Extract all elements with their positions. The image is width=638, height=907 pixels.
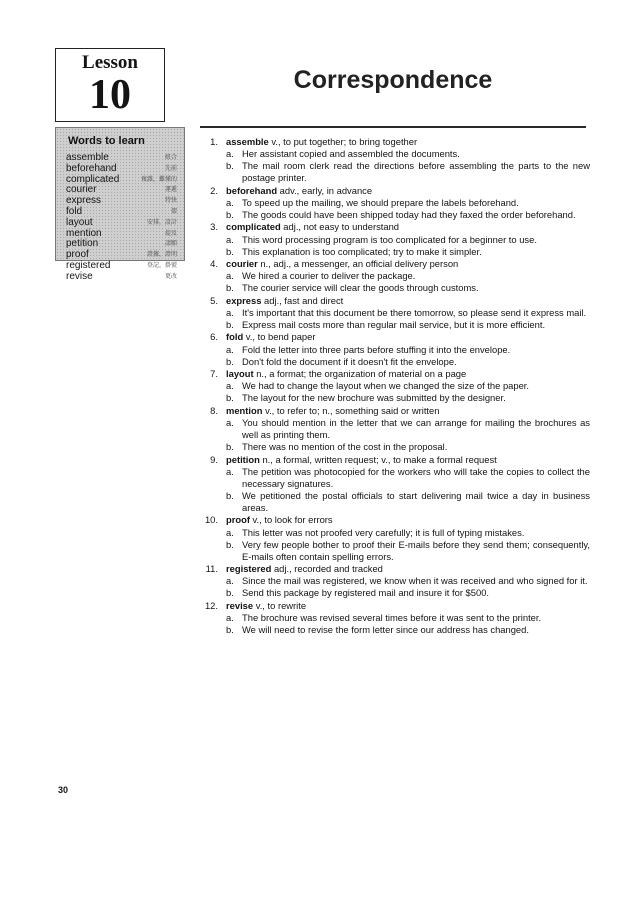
example-text: You should mention in the letter that we can arrange for mailing the brochures as well as printing them. <box>242 416 590 440</box>
example-letter: b. <box>226 208 234 220</box>
example-sentence <box>226 539 590 563</box>
entry-number: 9. <box>210 453 218 465</box>
example-letter: b. <box>226 318 234 330</box>
sidebar-word: express <box>66 195 102 207</box>
entry-term: assemble <box>226 136 269 147</box>
sidebar-translation: 特快 <box>164 197 177 205</box>
sidebar-word-item <box>56 164 184 175</box>
vocab-entry <box>204 600 590 636</box>
entry-definition: adj., fast and direct <box>261 294 344 306</box>
example-letter: a. <box>226 526 234 538</box>
example-sentence <box>226 344 590 356</box>
vocab-entry <box>204 563 590 599</box>
entry-term: layout <box>226 368 254 380</box>
example-letter: a. <box>226 196 234 208</box>
sidebar-word: revise <box>66 270 93 282</box>
example-text: The layout for the new brochure was submitted by the designer. <box>242 392 506 404</box>
example-letter: a. <box>226 416 234 428</box>
example-sentence <box>226 197 590 209</box>
example-letter: b. <box>226 587 234 599</box>
sidebar-word: mention <box>66 227 102 239</box>
example-list <box>226 380 590 404</box>
entry-number: 5. <box>210 294 218 306</box>
vocab-entry <box>204 295 590 331</box>
example-text: Very few people bother to proof their E-mails before they send them; consequently, E-mails often contain spelling errors. <box>242 538 590 562</box>
example-list <box>226 417 590 453</box>
sidebar-word-item <box>56 272 184 283</box>
lesson-label: Lesson <box>82 52 138 73</box>
sidebar-translation: 摺 <box>170 207 177 215</box>
entry-number: 12. <box>204 599 218 611</box>
example-text: There was no mention of the cost in the proposal. <box>242 441 448 453</box>
example-list <box>226 575 590 599</box>
entry-number: 7. <box>210 368 218 380</box>
entry-definition: v., to bend paper <box>243 331 316 343</box>
sidebar-word: proof <box>66 249 89 261</box>
example-sentence <box>226 490 590 514</box>
vocab-entry <box>204 258 590 294</box>
example-letter: b. <box>226 245 234 257</box>
words-to-learn-list <box>56 153 184 283</box>
example-letter: a. <box>226 343 234 355</box>
example-sentence <box>226 392 590 404</box>
entry-term: mention <box>226 404 263 416</box>
entry-number: 4. <box>210 258 218 270</box>
example-text: Don't fold the document if it doesn't fit the envelope. <box>242 355 457 367</box>
sidebar-word: fold <box>66 205 83 217</box>
example-text: The goods could have been shipped today had they faxed the order beforehand. <box>242 208 576 220</box>
sidebar-translation: 請願 <box>164 240 177 248</box>
example-text: The courier service will clear the goods through customs. <box>242 282 479 294</box>
entry-number: 6. <box>210 331 218 343</box>
vocab-entry <box>204 185 590 221</box>
sidebar-word: layout <box>66 216 93 228</box>
sidebar-word: courier <box>66 184 97 196</box>
example-sentence <box>226 575 590 587</box>
example-sentence <box>226 624 590 636</box>
example-letter: a. <box>226 233 234 245</box>
entry-term: beforehand <box>226 184 278 196</box>
example-sentence <box>226 466 590 490</box>
example-sentence <box>226 380 590 392</box>
sidebar-translation: 組合 <box>164 154 177 161</box>
sidebar-word: beforehand <box>66 162 117 174</box>
entry-definition: v., to rewrite <box>253 599 307 611</box>
page-title: Correspondence <box>293 66 493 94</box>
example-list <box>226 612 590 636</box>
vocab-entry <box>204 331 590 367</box>
sidebar-translation: 安排，設計 <box>146 218 177 226</box>
example-text: We hired a courier to deliver the package. <box>242 270 416 282</box>
example-letter: a. <box>226 575 234 587</box>
example-text: Since the mail was registered, we know when it was received and who signed for it. <box>242 575 588 587</box>
entry-definition: v., to refer to; n., something said or written <box>262 404 440 416</box>
vocabulary-list <box>204 136 590 637</box>
example-text: Her assistant copied and assembled the documents. <box>242 148 460 160</box>
example-list <box>226 234 590 258</box>
example-sentence <box>226 307 590 319</box>
sidebar-word: assemble <box>66 152 109 163</box>
example-sentence <box>226 148 590 160</box>
example-letter: b. <box>226 489 234 501</box>
example-text: This explanation is too complicated; try to make it simpler. <box>242 245 482 257</box>
example-sentence <box>226 612 590 624</box>
example-letter: b. <box>226 282 234 294</box>
example-letter: b. <box>226 624 234 636</box>
example-list <box>226 466 590 514</box>
example-text: This letter was not proofed very carefully; it is full of typing mistakes. <box>242 526 525 538</box>
example-text: Send this package by registered mail and insure it for $500. <box>242 587 490 599</box>
example-sentence <box>226 527 590 539</box>
entry-number: 10. <box>204 514 218 526</box>
example-letter: b. <box>226 538 234 550</box>
entry-number: 11. <box>205 563 218 575</box>
entry-definition: n., a format; the organization of material on a page <box>253 368 467 380</box>
sidebar-translation: 更改 <box>164 272 177 280</box>
sidebar-translation: 複雜，難懂的 <box>140 175 177 183</box>
entry-term: express <box>226 294 262 306</box>
vocab-entry <box>204 405 590 453</box>
example-text: It's important that this document be there tomorrow, so please send it express mail. <box>242 306 587 318</box>
vocab-entry <box>204 136 590 184</box>
entry-definition: v., to put together; to bring together <box>268 136 418 147</box>
entry-definition: adj., not easy to understand <box>280 221 400 233</box>
entry-number: 1. <box>210 136 218 147</box>
example-letter: a. <box>226 611 234 623</box>
example-sentence <box>226 246 590 258</box>
example-text: Fold the letter into three parts before stuffing it into the envelope. <box>242 343 511 355</box>
entry-definition: v., to look for errors <box>249 514 333 526</box>
example-sentence <box>226 319 590 331</box>
entry-definition: n., adj., a messenger, an official delivery person <box>257 258 459 270</box>
entry-term: complicated <box>226 221 281 233</box>
example-letter: b. <box>226 441 234 453</box>
example-letter: b. <box>226 160 234 172</box>
example-sentence <box>226 356 590 368</box>
example-letter: b. <box>226 392 234 404</box>
vocab-entry <box>204 514 590 562</box>
entry-number: 8. <box>210 404 218 416</box>
entry-definition: n., a formal, written request; v., to make a formal request <box>259 453 497 465</box>
example-sentence <box>226 282 590 294</box>
entry-term: fold <box>226 331 244 343</box>
sidebar-word: petition <box>66 238 99 250</box>
example-text: This word processing program is too complicated for a beginner to use. <box>242 233 537 245</box>
example-text: We had to change the layout when we changed the size of the paper. <box>242 380 530 392</box>
example-sentence <box>226 441 590 453</box>
example-text: Express mail costs more than regular mail service, but it is more efficient. <box>242 318 546 330</box>
sidebar-word: complicated <box>66 173 120 185</box>
example-list <box>226 197 590 221</box>
example-sentence <box>226 160 590 184</box>
example-sentence <box>226 417 590 441</box>
entry-number: 2. <box>210 184 218 196</box>
vocab-entry <box>204 221 590 257</box>
example-sentence <box>226 209 590 221</box>
entry-term: revise <box>226 599 254 611</box>
entry-term: registered <box>226 563 272 575</box>
example-text: To speed up the mailing, we should prepare the labels beforehand. <box>242 196 519 208</box>
sidebar-translation: 運遞 <box>164 186 177 194</box>
lesson-number: 10 <box>89 72 131 118</box>
example-list <box>226 148 590 184</box>
example-sentence <box>226 234 590 246</box>
example-text: The petition was photocopied for the workers who will take the copies to collect the necessary signatures. <box>242 465 590 489</box>
entry-definition: adj., recorded and tracked <box>271 563 383 575</box>
entry-number: 3. <box>210 221 218 233</box>
example-letter: a. <box>226 270 234 282</box>
example-list <box>226 344 590 368</box>
example-text: The brochure was revised several times before it was sent to the printer. <box>242 611 542 623</box>
sidebar-translation: 證據，證明 <box>146 251 177 259</box>
entry-definition: adv., early, in advance <box>277 184 373 196</box>
title-divider <box>200 126 586 128</box>
sidebar-word: registered <box>66 259 111 271</box>
example-list <box>226 270 590 294</box>
example-letter: a. <box>226 148 234 160</box>
example-list <box>226 527 590 563</box>
example-letter: b. <box>226 355 234 367</box>
entry-term: petition <box>226 453 260 465</box>
example-sentence <box>226 587 590 599</box>
vocab-entry <box>204 368 590 404</box>
example-sentence <box>226 270 590 282</box>
example-text: We petitioned the postal officials to start delivering mail twice a day in business areas. <box>242 489 590 513</box>
lesson-badge <box>55 48 165 122</box>
vocab-entry <box>204 454 590 514</box>
entry-term: courier <box>226 258 258 270</box>
example-list <box>226 307 590 331</box>
example-text: The mail room clerk read the directions before assembling the parts to the new postage printer. <box>242 160 590 184</box>
sidebar-word-item <box>56 218 184 229</box>
sidebar-translation: 先前 <box>164 164 177 172</box>
example-letter: a. <box>226 465 234 477</box>
words-to-learn-title: Words to learn <box>68 135 145 147</box>
sidebar-translation: 提及 <box>164 229 177 237</box>
words-to-learn-box <box>55 127 185 282</box>
sidebar-translation: 登記，掛號 <box>146 261 177 269</box>
example-letter: a. <box>226 306 234 318</box>
entry-term: proof <box>226 514 250 526</box>
example-text: We will need to revise the form letter since our address has changed. <box>242 624 529 636</box>
example-letter: a. <box>226 380 234 392</box>
page-number: 30 <box>58 785 69 795</box>
